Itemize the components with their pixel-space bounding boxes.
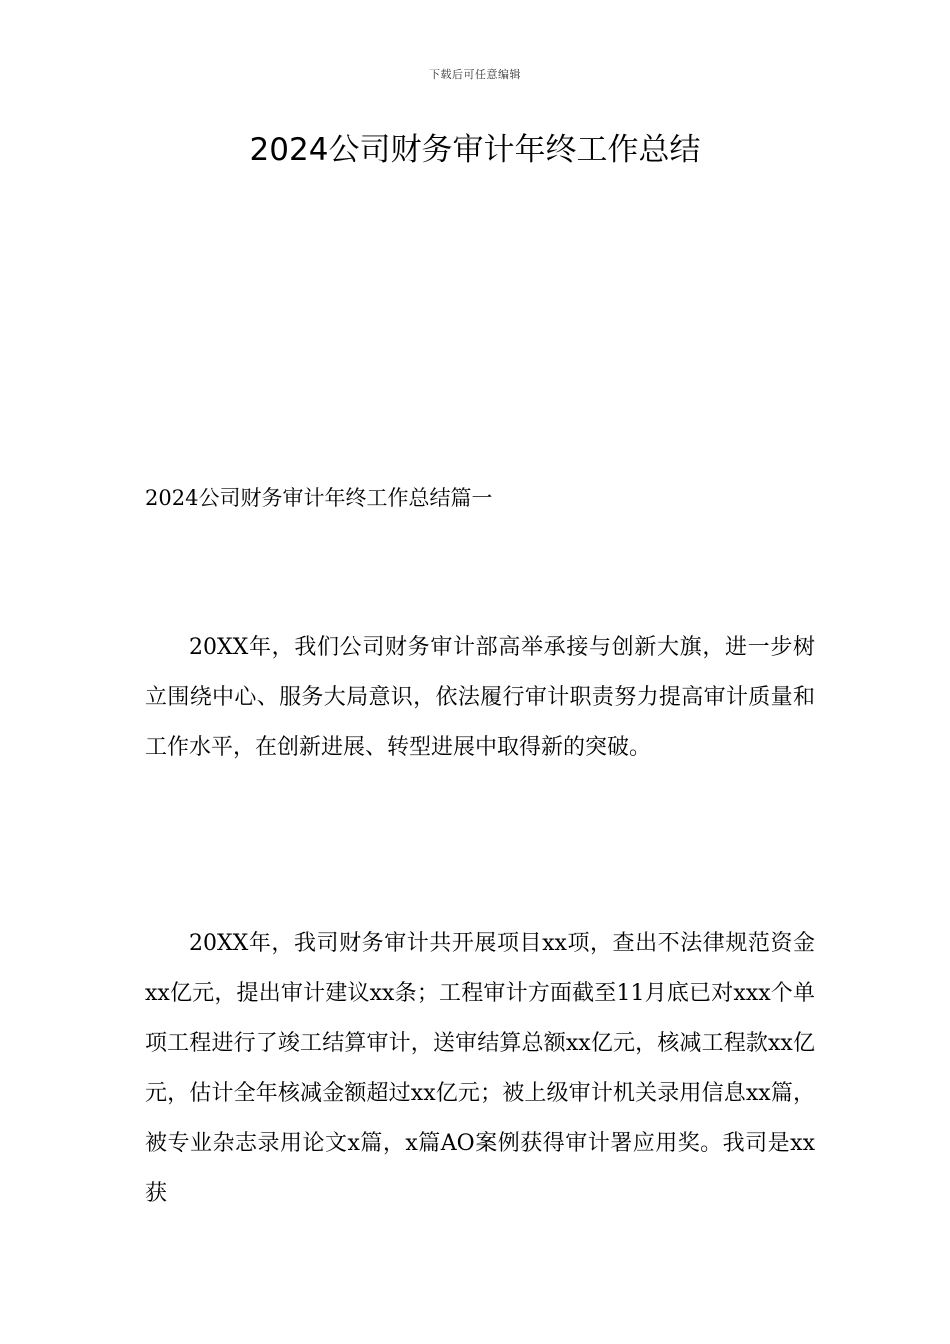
header-note: 下载后可任意编辑 xyxy=(429,68,521,81)
document-title: 2024公司财务审计年终工作总结 xyxy=(249,132,701,168)
section-heading: 2024公司财务审计年终工作总结篇一 xyxy=(145,486,493,510)
paragraph: 20XX年，我们公司财务审计部高举承接与创新大旗，进一步树立围绕中心、服务大局意识，依法履行审计职责努力提高审计质量和工作水平，在创新进展、转型进展中取得新的突破。 xyxy=(145,635,815,760)
paragraph: 20XX年，我司财务审计共开展项目xx项，查出不法律规范资金xx亿元，提出审计建议xx条；工程审计方面截至11月底已对xxx个单项工程进行了竣工结算审计，送审结算总额xx亿元，核减工程款xx亿元，估计全年核减金额超过xx亿元；被上级审计机关录用信息xx篇，被专业杂志录用论文x篇，x篇AO案例获得审计署应用奖。我司是xx获 xyxy=(145,931,815,1206)
